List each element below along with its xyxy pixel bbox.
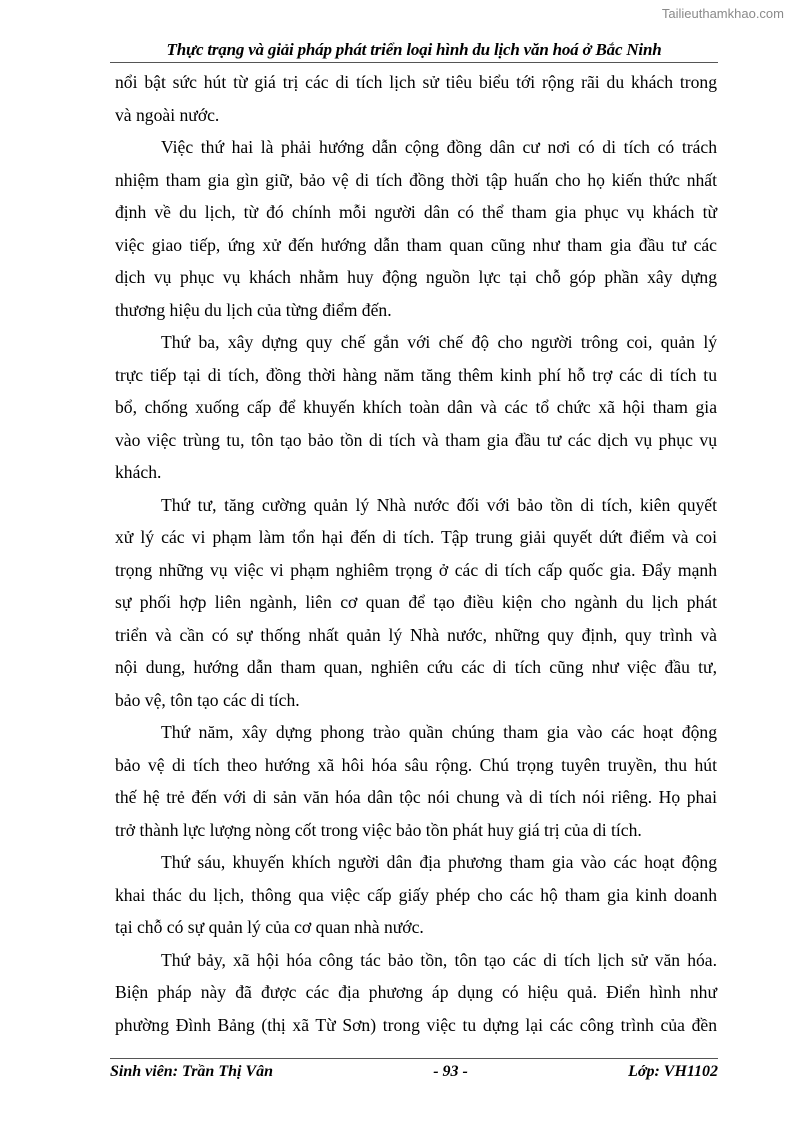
paragraph xyxy=(115,489,717,717)
paragraph xyxy=(115,326,717,489)
text-line: Thứ năm, xây dựng phong trào quần chúng tham gia vào các hoạt động xyxy=(161,722,717,742)
text-line: nhiệm tham gia gìn giữ, bảo vệ di tích đồng thời tập huấn cho họ kiến thức nhất xyxy=(115,169,717,190)
text-line: xử lý các vi phạm làm tổn hại đến di tích. Tập trung giải quyết dứt điểm và coi xyxy=(115,527,717,547)
paragraph xyxy=(115,716,717,846)
text-line: dịch vụ phục vụ khách nhằm huy động nguồn lực tại chỗ góp phần xây dựng xyxy=(115,267,717,287)
text-line: trở thành lực lượng nòng cốt trong việc bảo tồn phát huy giá trị của di tích. xyxy=(115,819,642,840)
text-line: bảo vệ, tôn tạo các di tích. xyxy=(115,689,300,710)
text-line: nội dung, hướng dẫn tham quan, nghiên cứu các di tích cũng như việc đầu tư, xyxy=(115,657,717,677)
text-line: Thứ bảy, xã hội hóa công tác bảo tồn, tôn tạo các di tích lịch sử văn hóa. xyxy=(161,949,717,970)
text-line: khai thác du lịch, thông qua việc cấp giấy phép cho các hộ tham gia kinh doanh xyxy=(115,884,717,905)
text-line: Biện pháp này đã được các địa phương áp dụng có hiệu quả. Điển hình như xyxy=(115,982,717,1002)
text-line: bảo vệ di tích theo hướng xã hôi hóa sâu rộng. Chú trọng tuyên truyền, thu hút xyxy=(115,754,717,775)
text-line: triển và cần có sự thống nhất quản lý Nhà nước, những quy định, quy trình và xyxy=(115,624,717,645)
paragraph xyxy=(115,944,717,1042)
text-line: sự phối hợp liên ngành, liên cơ quan để tạo điều kiện cho ngành du lịch phát xyxy=(115,592,717,612)
footer-page-number: - 93 - xyxy=(433,1063,468,1080)
document-body xyxy=(115,66,717,1041)
text-line: thương hiệu du lịch của từng điểm đến. xyxy=(115,299,392,320)
text-line: nổi bật sức hút từ giá trị các di tích lịch sử tiêu biểu tới rộng rãi du khách trong xyxy=(115,72,717,92)
footer-student: Sinh viên: Trần Thị Vân xyxy=(110,1063,274,1080)
text-line: Thứ tư, tăng cường quản lý Nhà nước đối với bảo tồn di tích, kiên quyết xyxy=(161,494,717,515)
text-line: định về du lịch, từ đó chính mỗi người dân có thể tham gia phục vụ khách từ xyxy=(115,202,717,222)
paragraph xyxy=(115,131,717,326)
text-line: tại chỗ có sự quản lý của cơ quan nhà nước. xyxy=(115,917,424,937)
text-line: Thứ sáu, khuyến khích người dân địa phương tham gia vào các hoạt động xyxy=(161,852,717,872)
text-line: khách. xyxy=(115,462,162,482)
text-line: phường Đình Bảng (thị xã Từ Sơn) trong việc tu dựng lại các công trình của đền xyxy=(115,1014,717,1035)
text-line: vào việc trùng tu, tôn tạo bảo tồn di tích và tham gia đầu tư các dịch vụ phục vụ xyxy=(115,429,717,450)
running-header: Thực trạng và giải pháp phát triển loại hình du lịch văn hoá ở Bắc Ninh xyxy=(110,40,718,63)
text-line: thế hệ trẻ đến với di sản văn hóa dân tộc nói chung và di tích nói riêng. Họ phai xyxy=(115,787,717,807)
text-line: trực tiếp tại di tích, đồng thời hàng năm tăng thêm kinh phí hỗ trợ các di tích tu xyxy=(115,364,717,385)
footer-class: Lớp: VH1102 xyxy=(628,1063,718,1080)
text-line: Việc thứ hai là phải hướng dẫn cộng đồng dân cư nơi có di tích có trách xyxy=(161,137,717,157)
paragraph xyxy=(115,846,717,944)
text-line: và ngoài nước. xyxy=(115,104,220,125)
text-line: trọng những vụ việc vi phạm nghiêm trọng ở các di tích cấp quốc gia. Đẩy mạnh xyxy=(115,559,717,580)
running-footer xyxy=(110,1058,718,1081)
paragraph xyxy=(115,66,717,131)
text-line: Thứ ba, xây dựng quy chế gắn với chế độ cho người trông coi, quản lý xyxy=(161,332,717,352)
watermark: Tailieuthamkhao.com xyxy=(661,6,784,21)
text-line: bổ, chống xuống cấp để khuyến khích toàn dân và các tổ chức xã hội tham gia xyxy=(115,397,717,417)
text-line: việc giao tiếp, ứng xử đến hướng dẫn tham quan cũng như tham gia đầu tư các xyxy=(115,234,717,255)
